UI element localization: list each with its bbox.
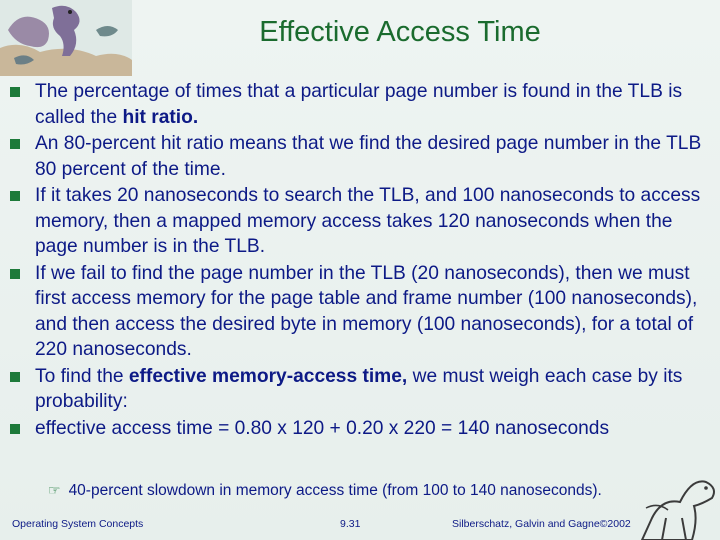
square-bullet-icon bbox=[10, 139, 20, 149]
bullet-item bbox=[10, 183, 716, 260]
slide-title: Effective Access Time bbox=[259, 16, 541, 48]
bullet-item bbox=[10, 416, 716, 442]
bullet-list bbox=[10, 79, 716, 442]
sub-bullet-text: 40-percent slowdown in memory access time (from 100 to 140 nanoseconds). bbox=[68, 482, 602, 499]
footer-course-title: Operating System Concepts bbox=[12, 518, 144, 530]
dinosaur-illustration-bottom bbox=[632, 458, 720, 540]
bullet-text bbox=[35, 418, 609, 439]
square-bullet-icon bbox=[10, 424, 20, 434]
bullet-segment: If we fail to find the page number in the TLB (20 nanoseconds), then we must first access memory for the page table and frame number (100 nanoseconds), and then access the desired byte in memory (100 nanoseconds), for a total of 220 nanoseconds. bbox=[35, 262, 698, 360]
bullet-segment: If it takes 20 nanoseconds to search the TLB, and 100 nanoseconds to access memory, then a mapped memory access takes 120 nanoseconds when the page number is in the TLB. bbox=[35, 185, 701, 257]
footer-authors: Silberschatz, Galvin and Gagne©2002 bbox=[452, 518, 631, 530]
footer-page-number: 9.31 bbox=[340, 518, 361, 530]
bold-term: effective memory-access time, bbox=[128, 365, 408, 387]
square-bullet-icon bbox=[10, 87, 20, 97]
bullet-segment: we must weigh each case by its probability: bbox=[35, 365, 683, 412]
bullet-item bbox=[10, 79, 716, 130]
pointing-hand-icon: ☞ bbox=[48, 482, 61, 498]
bullet-segment: effective access time = 0.80 x 120 + 0.20 x 220 = 140 nanoseconds bbox=[35, 417, 610, 439]
bullet-text bbox=[35, 263, 697, 361]
dinosaur-illustration bbox=[0, 0, 132, 76]
bullet-segment: The percentage of times that a particular page number is found in the TLB is called the bbox=[35, 81, 683, 128]
bullet-segment: To find the bbox=[35, 365, 129, 387]
square-bullet-icon bbox=[10, 191, 20, 201]
square-bullet-icon bbox=[10, 269, 20, 279]
sub-bullet bbox=[48, 482, 708, 500]
bullet-text bbox=[35, 185, 700, 257]
bullet-text bbox=[35, 133, 701, 180]
bold-term: hit ratio. bbox=[122, 106, 199, 128]
bullet-text bbox=[35, 81, 682, 128]
square-bullet-icon bbox=[10, 372, 20, 382]
bullet-item bbox=[10, 364, 716, 415]
bullet-segment: An 80-percent hit ratio means that we find the desired page number in the TLB 80 percent of the time. bbox=[35, 133, 702, 180]
bullet-item bbox=[10, 131, 716, 182]
bullet-item bbox=[10, 261, 716, 363]
bullet-text bbox=[35, 366, 682, 413]
